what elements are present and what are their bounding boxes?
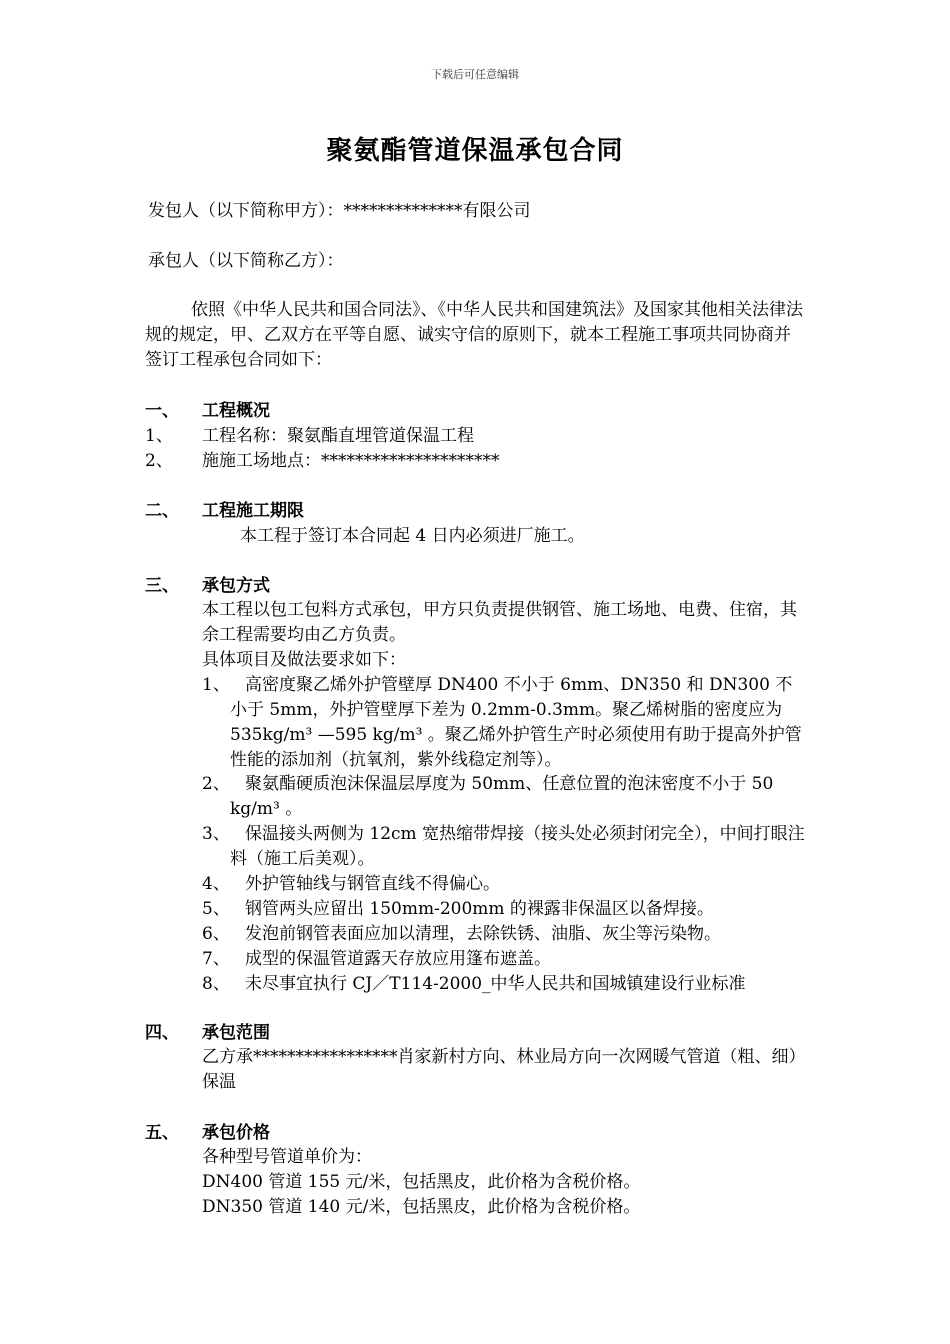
- section-4-number: 四、: [145, 1023, 179, 1043]
- s1-item-1-text: 工程名称：聚氨酯直埋管道保温工程: [202, 426, 474, 446]
- s1-item-1-number: 1、: [145, 426, 173, 446]
- section-1-number: 一、: [145, 401, 179, 421]
- s3-item-3-text: 保温接头两侧为 12cm 宽热缩带焊接（接头处必须封闭完全），中间打眼注料（施工后美观）。: [230, 824, 805, 869]
- party-a-line: 发包人（以下简称甲方）：**************有限公司: [148, 201, 531, 221]
- section-5-body-1: 各种型号管道单价为：: [202, 1147, 372, 1167]
- s3-item-8-text: 未尽事宜执行 CJ／T114-2000_中华人民共和国城镇建设行业标准: [245, 974, 746, 994]
- s1-item-2-number: 2、: [145, 451, 173, 471]
- s3-item-2-text: 聚氨酯硬质泡沫保温层厚度为 50mm、任意位置的泡沫密度不小于 50 kg/m³ 。: [230, 774, 774, 819]
- s3-item-6-text: 发泡前钢管表面应加以清理，去除铁锈、油脂、灰尘等污染物。: [245, 924, 721, 944]
- section-3-heading: 承包方式: [202, 576, 270, 596]
- party-b-line: 承包人（以下简称乙方）：: [148, 251, 344, 271]
- s3-item-4-number: 4、: [202, 874, 230, 894]
- section-3-number: 三、: [145, 576, 179, 596]
- s3-item-8-number: 8、: [202, 974, 230, 994]
- s3-item-3-number: 3、: [202, 824, 230, 844]
- s3-item-1-number: 1、: [202, 675, 230, 695]
- s3-item-7-number: 7、: [202, 949, 230, 969]
- s1-item-2-text: 施施工场地点：*********************: [202, 451, 500, 471]
- section-3-body-1: 本工程以包工包料方式承包，甲方只负责提供钢管、施工场地、电费、住宿，其余工程需要均由乙方负责。: [202, 600, 797, 645]
- s3-item-4-text: 外护管轴线与钢管直线不得偏心。: [245, 874, 500, 894]
- s3-item-7-text: 成型的保温管道露天存放应用篷布遮盖。: [245, 949, 551, 969]
- section-5-number: 五、: [145, 1123, 179, 1143]
- section-4-body: 乙方承*****************肖家新村方向、林业局方向一次网暖气管道（粗、细）保温: [202, 1047, 806, 1092]
- document-title: 聚氨酯管道保温承包合同: [326, 136, 624, 166]
- section-1-heading: 工程概况: [202, 401, 270, 421]
- page-header-note: 下载后可任意编辑: [431, 68, 519, 81]
- s3-item-5-text: 钢管两头应留出 150mm-200mm 的裸露非保温区以备焊接。: [245, 899, 714, 919]
- section-4-heading: 承包范围: [202, 1023, 270, 1043]
- s3-item-5-number: 5、: [202, 899, 230, 919]
- section-5-heading: 承包价格: [202, 1123, 270, 1143]
- s3-item-6-number: 6、: [202, 924, 230, 944]
- s3-item-1-text: 高密度聚乙烯外护管壁厚 DN400 不小于 6mm、DN350 和 DN300 不小于 5mm，外护管壁厚下差为 0.2mm-0.3mm。聚乙烯树脂的密度应为 535kg/m³ —595 kg/m³ 。聚乙烯外护管生产时必须使用有助于提高外护管性能的添加剂（抗氧剂，紫外线稳定剂等）。: [230, 675, 802, 770]
- section-5-body-3: DN350 管道 140 元/米，包括黑皮，此价格为含税价格。: [202, 1197, 641, 1217]
- section-3-body-2: 具体项目及做法要求如下：: [202, 650, 406, 670]
- section-2-heading: 工程施工期限: [202, 501, 304, 521]
- preamble-paragraph: 依照《中华人民共和国合同法》、《中华人民共和国建筑法》及国家其他相关法律法规的规定，甲、乙双方在平等自愿、诚实守信的原则下，就本工程施工事项共同协商并签订工程承包合同如下：: [145, 300, 803, 370]
- section-2-number: 二、: [145, 501, 179, 521]
- section-2-body: 本工程于签订本合同起 4 日内必须进厂施工。: [240, 526, 585, 546]
- s3-item-2-number: 2、: [202, 774, 230, 794]
- section-5-body-2: DN400 管道 155 元/米，包括黑皮，此价格为含税价格。: [202, 1172, 641, 1192]
